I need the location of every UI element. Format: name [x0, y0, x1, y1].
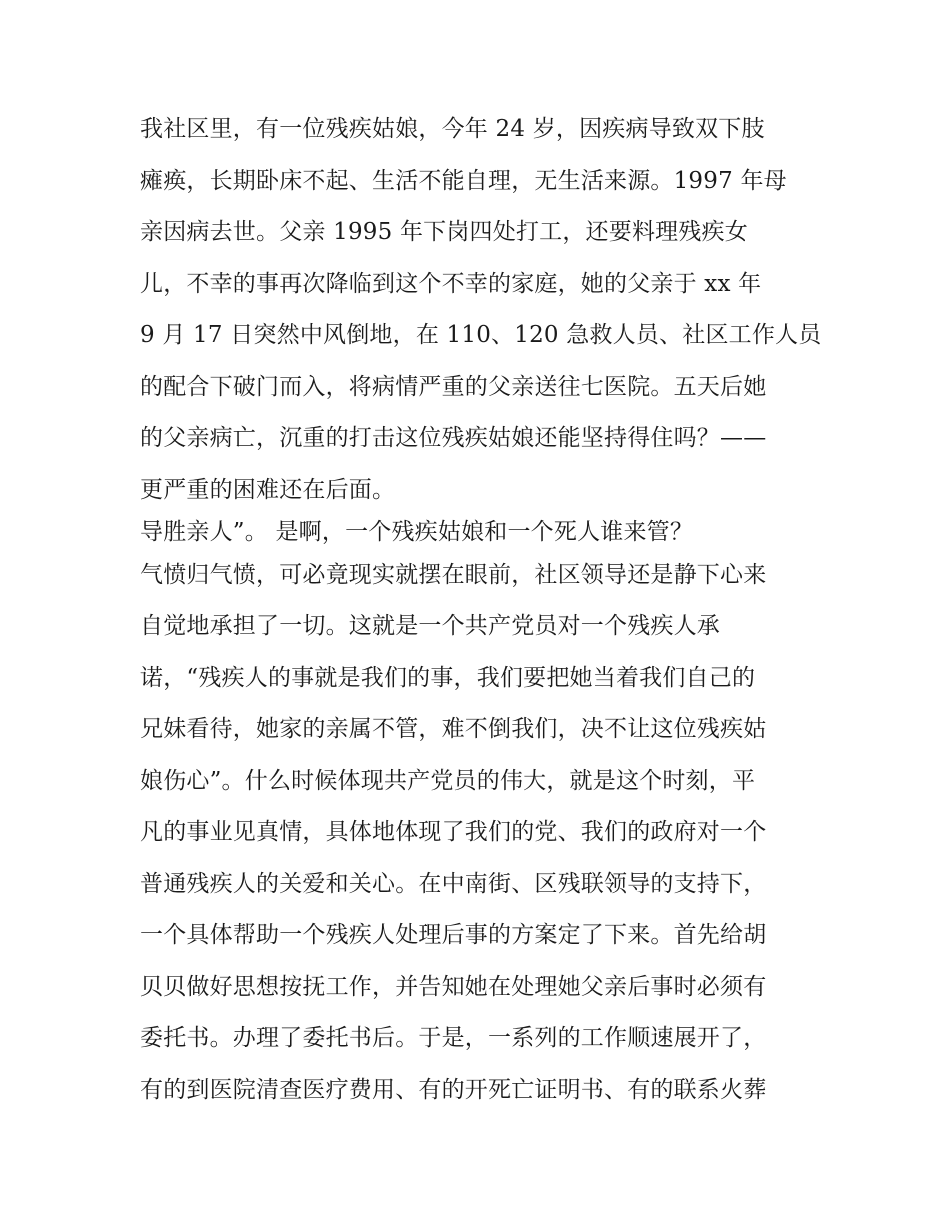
- text-line: 我社区里，有一位残疾姑娘，今年 24 岁，因疾病导致双下肢: [140, 116, 765, 142]
- text-line: 自觉地承担了一切。这就是一个共产党员对一个残疾人承: [140, 613, 720, 639]
- text-line: 亲因病去世。父亲 1995 年下岗四处打工，还要料理残疾女: [140, 219, 748, 245]
- text-line: 有的到医院清查医疗费用、有的开死亡证明书、有的联系火葬: [140, 1076, 767, 1103]
- text-line: 凡的事业见真情，具体地体现了我们的党、我们的政府对一个: [140, 819, 767, 845]
- text-line: 的父亲病亡，沉重的打击这位残疾姑娘还能坚持得住吗？——: [140, 425, 767, 451]
- body-text: [140, 110, 820, 1122]
- text-line: 贝贝做好思想按抚工作，并告知她在处理她父亲后事时必须有: [140, 973, 767, 1000]
- text-line: 9 月 17 日突然中风倒地，在 110、120 急救人员、社区工作人员: [140, 322, 822, 348]
- text-line: 气愤归气愤，可必竟现实就摆在眼前，社区领导还是静下心来: [140, 561, 767, 588]
- text-line: 诺，“残疾人的事就是我们的事，我们要把她当着我们自己的: [140, 664, 756, 691]
- text-line: 瘫痪，长期卧床不起、生活不能自理，无生活来源。1997 年母: [140, 167, 787, 194]
- text-line: 更严重的困难还在后面。: [140, 476, 396, 503]
- text-line: 儿，不幸的事再次降临到这个不幸的家庭，她的父亲于 xx 年: [140, 270, 762, 297]
- text-line: 委托书。办理了委托书后。于是，一系列的工作顺速展开了，: [140, 1025, 767, 1051]
- text-line: 一个具体帮助一个残疾人处理后事的方案定了下来。首先给胡: [140, 922, 767, 948]
- text-line: 的配合下破门而入，将病情严重的父亲送往七医院。五天后她: [140, 373, 767, 400]
- text-line: 娘伤心”。什么时候体现共产党员的伟大，就是这个时刻，平: [140, 767, 756, 794]
- text-line: 普通残疾人的关爱和关心。在中南街、区残联领导的支持下，: [140, 870, 767, 897]
- text-line: 导胜亲人”。 是啊，一个残疾姑娘和一个死人谁来管？: [140, 519, 694, 545]
- text-line: 兄妹看待，她家的亲属不管，难不倒我们，决不让这位残疾姑: [140, 716, 767, 742]
